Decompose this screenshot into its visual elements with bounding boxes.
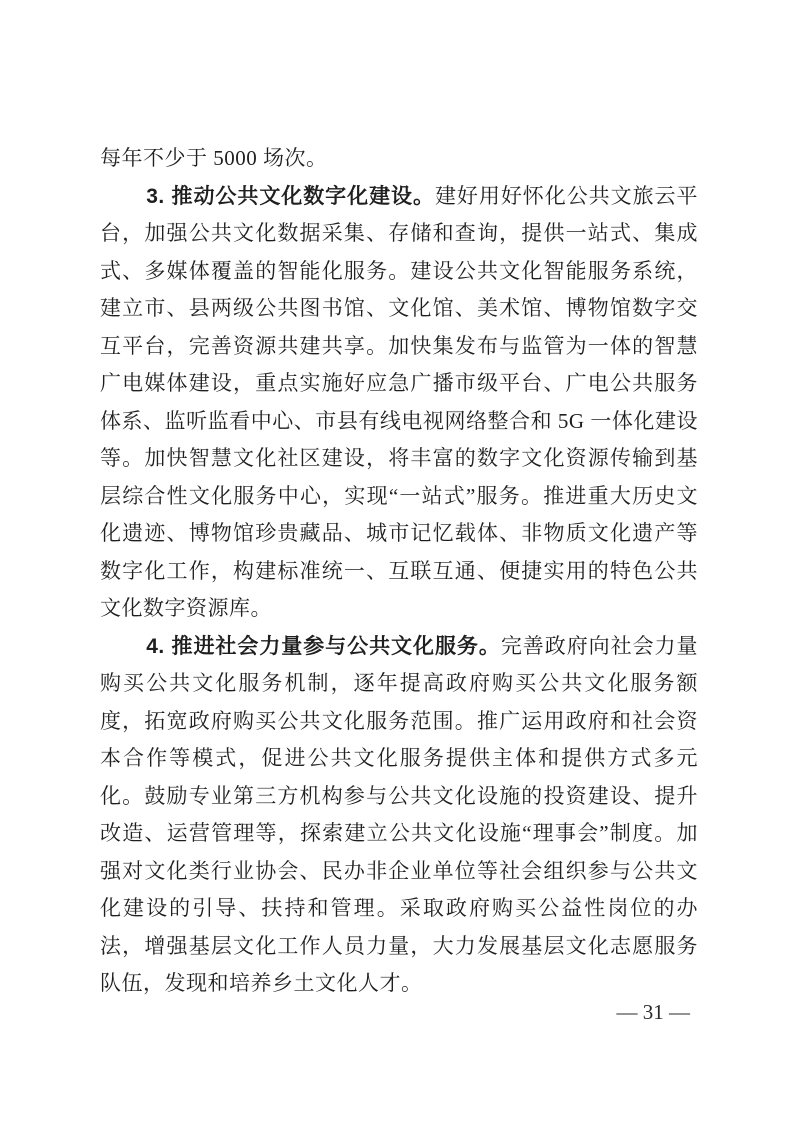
paragraph-item-4	[100, 628, 698, 1003]
paragraph-item-3	[100, 178, 698, 628]
paragraph-item-3-heading: 3. 推动公共文化数字化建设。	[146, 184, 435, 208]
paragraph-item-3-text: 建好用好怀化公共文旅云平台，加强公共文化数据采集、存储和查询，提供一站式、集成式、多媒体覆盖的智能化服务。建设公共文化智能服务系统，建立市、县两级公共图书馆、文化馆、美术馆、博物馆数字交互平台，完善资源共建共享。加快集发布与监管为一体的智慧广电媒体建设，重点实施好应急广播市级平台、广电公共服务体系、监听监看中心、市县有线电视网络整合和 5G 一体化建设等。加快智慧文化社区建设，将丰富的数字文化资源传输到基层综合性文化服务中心，实现“一站式”服务。推进重大历史文化遗迹、博物馆珍贵藏品、城市记忆载体、非物质文化遗产等数字化工作，构建标准统一、互联互通、便捷实用的特色公共文化数字资源库。	[100, 183, 698, 620]
page-number: — 31 —	[616, 1000, 690, 1024]
document-body	[100, 140, 698, 1003]
paragraph-continuation: 每年不少于 5000 场次。	[100, 146, 328, 170]
paragraph-item-4-heading: 4. 推进社会力量参与公共文化服务。	[146, 634, 501, 658]
paragraph-item-4-text: 完善政府向社会力量购买公共文化服务机制，逐年提高政府购买公共文化服务额度，拓宽政府购买公共文化服务范围。推广运用政府和社会资本合作等模式，促进公共文化服务提供主体和提供方式多元化。鼓励专业第三方机构参与公共文化设施的投资建设、提升改造、运营管理等，探索建立公共文化设施“理事会”制度。加强对文化类行业协会、民办非企业单位等社会组织参与公共文化建设的引导、扶持和管理。采取政府购买公益性岗位的办法，增强基层文化工作人员力量，大力发展基层文化志愿服务队伍，发现和培养乡土文化人才。	[100, 633, 698, 995]
